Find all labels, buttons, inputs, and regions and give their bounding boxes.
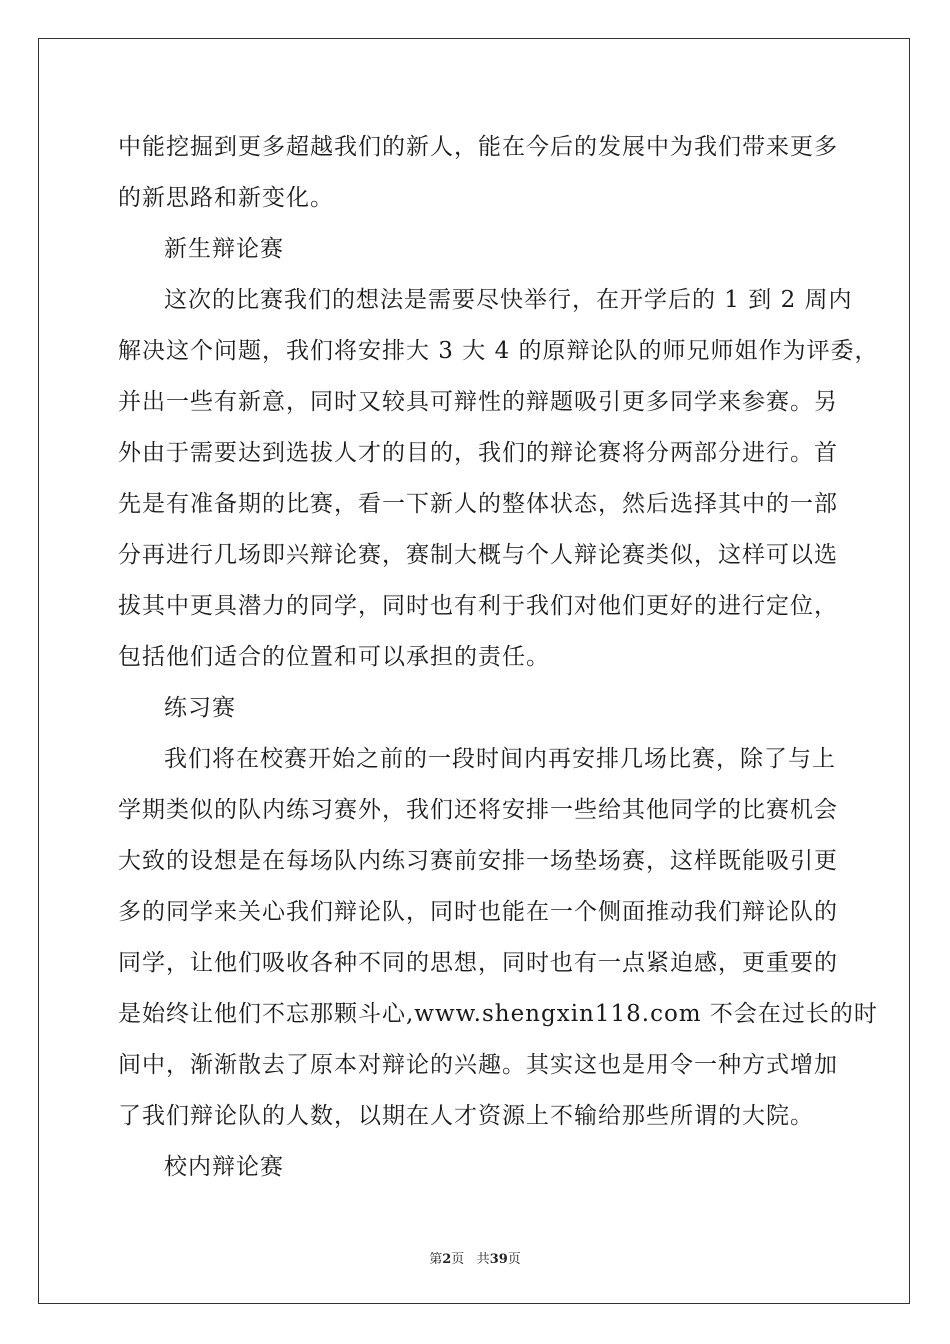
document-body <box>118 122 879 1193</box>
text-line: 大致的设想是在每场队内练习赛前安排一场垫场赛，这样既能吸引更 <box>118 848 838 874</box>
text-line: 了我们辩论队的人数，以期在人才资源上不输给那些所谓的大院。 <box>118 1103 814 1129</box>
footer-page-suffix: 页 <box>451 1252 465 1267</box>
text-line: 是始终让他们不忘那颗斗心,www.shengxin118.com 不会在过长的时 <box>118 1001 878 1027</box>
text-line: 外由于需要达到选拔人才的目的，我们的辩论赛将分两部分进行。首 <box>118 440 838 466</box>
text-line: 拔其中更具潜力的同学，同时也有利于我们对他们更好的进行定位， <box>118 593 838 619</box>
text-line: 多的同学来关心我们辩论队，同时也能在一个侧面推动我们辩论队的 <box>118 899 838 925</box>
section-heading-practice: 练习赛 <box>164 695 236 721</box>
page-footer <box>0 1248 950 1267</box>
text-line: 这次的比赛我们的想法是需要尽快举行，在开学后的 1 到 2 周内 <box>164 287 853 313</box>
text-line: 解决这个问题，我们将安排大 3 大 4 的原辩论队的师兄师姐作为评委， <box>118 338 879 364</box>
footer-prefix: 第 <box>429 1252 443 1267</box>
text-line: 先是有准备期的比赛，看一下新人的整体状态，然后选择其中的一部 <box>118 491 838 517</box>
section-heading-freshman-debate: 新生辩论赛 <box>164 236 284 262</box>
text-line: 我们将在校赛开始之前的一段时间内再安排几场比赛，除了与上 <box>164 746 836 772</box>
footer-page-number: 2 <box>442 1252 452 1267</box>
section-heading-campus-debate: 校内辩论赛 <box>164 1154 284 1180</box>
text-line: 间中，渐渐散去了原本对辩论的兴趣。其实这也是用令一种方式增加 <box>118 1052 838 1078</box>
text-line: 的新思路和新变化。 <box>118 185 334 211</box>
footer-total-prefix: 共 <box>476 1252 490 1267</box>
text-line: 分再进行几场即兴辩论赛，赛制大概与个人辩论赛类似，这样可以选 <box>118 542 838 568</box>
text-line: 包括他们适合的位置和可以承担的责任。 <box>118 644 550 670</box>
footer-total-suffix: 页 <box>507 1252 521 1267</box>
text-line: 同学，让他们吸收各种不同的思想，同时也有一点紧迫感，更重要的 <box>118 950 838 976</box>
text-line: 学期类似的队内练习赛外，我们还将安排一些给其他同学的比赛机会 <box>118 797 838 823</box>
text-line: 中能挖掘到更多超越我们的新人，能在今后的发展中为我们带来更多 <box>118 134 838 160</box>
footer-total-pages: 39 <box>489 1252 508 1267</box>
text-line: 并出一些有新意，同时又较具可辩性的辩题吸引更多同学来参赛。另 <box>118 389 838 415</box>
